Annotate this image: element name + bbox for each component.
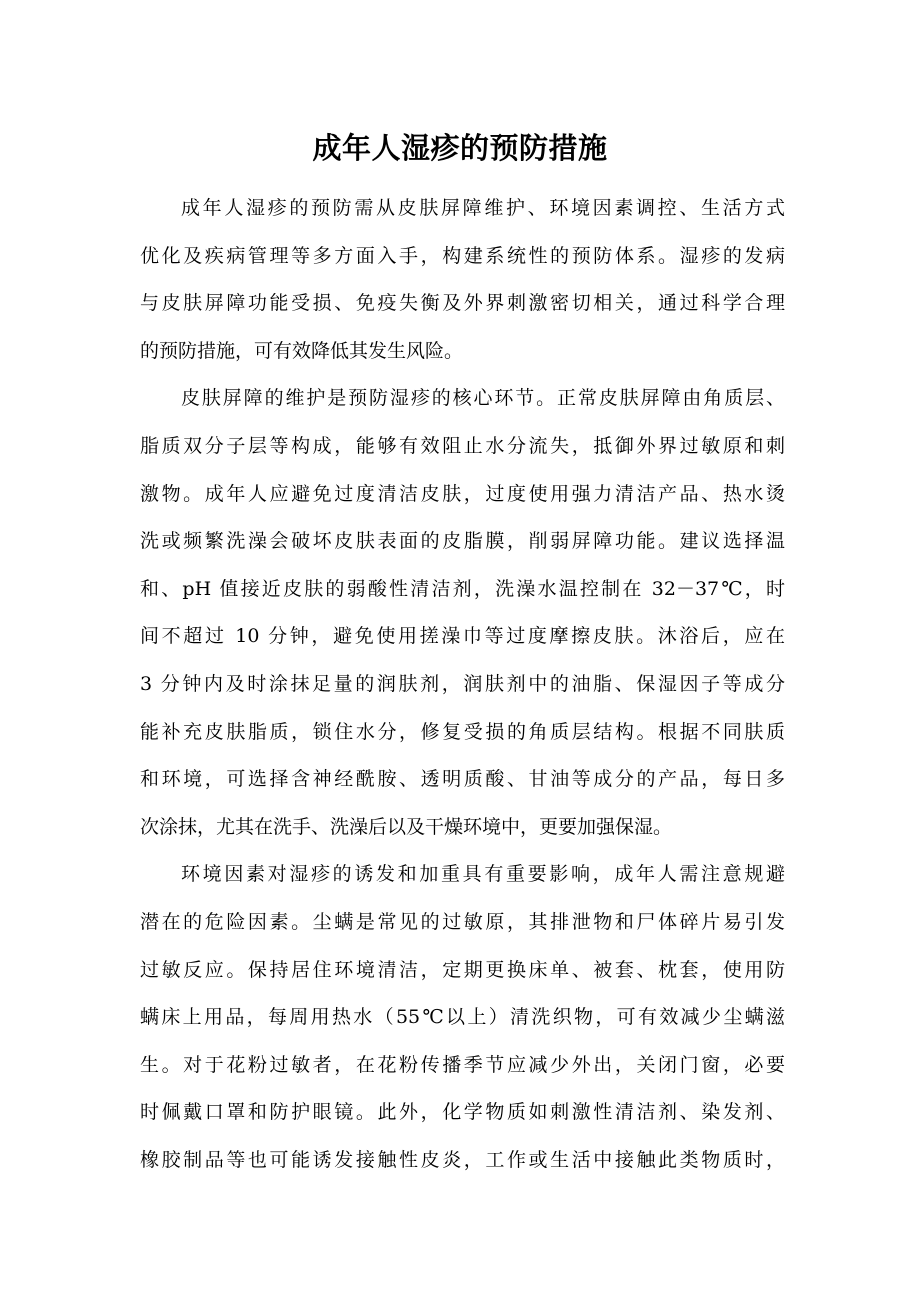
paragraph-3-line-2: 潜在的危险因素。尘螨是常见的过敏原，其排泄物和尸体碎片易引发 (140, 910, 785, 933)
document-title: 成年人湿疹的预防措施 (312, 131, 608, 165)
paragraph-2-line-8: 能补充皮肤脂质，锁住水分，修复受损的角质层结构。根据不同肤质 (140, 720, 785, 743)
paragraph-3-line-1: 环境因素对湿疹的诱发和加重具有重要影响，成年人需注意规避 (181, 863, 785, 886)
paragraph-2-line-5: 和、pH 值接近皮肤的弱酸性清洁剂，洗澡水温控制在 32－37℃，时 (140, 577, 785, 600)
paragraph-2-line-1: 皮肤屏障的维护是预防湿疹的核心环节。正常皮肤屏障由角质层、 (181, 387, 785, 410)
paragraph-1-line-1: 成年人湿疹的预防需从皮肤屏障维护、环境因素调控、生活方式 (181, 197, 785, 219)
paragraph-3-line-3: 过敏反应。保持居住环境清洁，定期更换床单、被套、枕套，使用防 (140, 958, 785, 981)
paragraph-2-line-9: 和环境，可选择含神经酰胺、透明质酸、甘油等成分的产品，每日多 (140, 768, 785, 791)
paragraph-2-line-6: 间不超过 10 分钟，避免使用搓澡巾等过度摩擦皮肤。沐浴后，应在 (140, 625, 785, 648)
paragraph-3-line-7: 橡胶制品等也可能诱发接触性皮炎，工作或生活中接触此类物质时， (140, 1148, 785, 1171)
paragraph-1-line-3: 与皮肤屏障功能受损、免疫失衡及外界刺激密切相关，通过科学合理 (140, 292, 785, 315)
paragraph-3-line-4: 螨床上用品，每周用热水（55℃以上）清洗织物，可有效减少尘螨滋 (140, 1006, 785, 1029)
paragraph-2-line-10: 次涂抹，尤其在洗手、洗澡后以及干燥环境中，更要加强保湿。 (140, 815, 673, 838)
paragraph-2-line-4: 洗或频繁洗澡会破坏皮肤表面的皮脂膜，削弱屏障功能。建议选择温 (140, 530, 785, 553)
paragraph-1-line-2: 优化及疾病管理等多方面入手，构建系统性的预防体系。湿疹的发病 (140, 244, 785, 267)
document-body (140, 185, 785, 1184)
paragraph-2-line-3: 激物。成年人应避免过度清洁皮肤，过度使用强力清洁产品、热水烫 (140, 482, 785, 505)
paragraph-2-line-2: 脂质双分子层等构成，能够有效阻止水分流失，抵御外界过敏原和刺 (140, 434, 785, 457)
paragraph-2-line-7: 3 分钟内及时涂抹足量的润肤剂，润肤剂中的油脂、保湿因子等成分 (140, 672, 785, 695)
paragraph-1-line-4: 的预防措施，可有效降低其发生风险。 (140, 339, 464, 362)
paragraph-3-line-5: 生。对于花粉过敏者，在花粉传播季节应减少外出，关闭门窗，必要 (140, 1053, 785, 1076)
paragraph-3-line-6: 时佩戴口罩和防护眼镜。此外，化学物质如刺激性清洁剂、染发剂、 (140, 1101, 785, 1124)
